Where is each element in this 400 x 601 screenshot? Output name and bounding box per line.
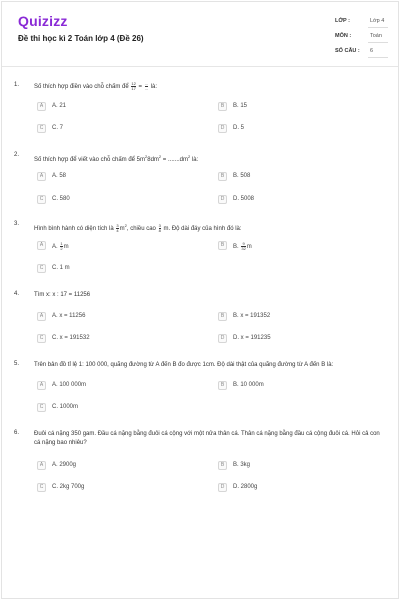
option-letter-badge: A <box>37 381 46 390</box>
option-letter-badge: B <box>218 102 227 111</box>
fraction-numerator: 3 <box>158 222 161 228</box>
fraction-denominator: 17 <box>131 86 136 91</box>
fraction-denominator: 8 <box>158 227 161 233</box>
option-text: A. x = 11256 <box>52 313 86 319</box>
meta-subject-key: MÔN : <box>335 33 352 39</box>
meta-count-row <box>335 48 393 60</box>
option-text <box>52 242 69 251</box>
option-letter-badge: C <box>37 334 46 343</box>
option-letter-badge: B <box>218 241 227 250</box>
option-letter-badge: A <box>37 241 46 250</box>
question-text <box>34 82 384 92</box>
fraction-denominator: 32 <box>241 246 246 251</box>
question-number: 5. <box>14 361 20 367</box>
fraction <box>145 82 148 91</box>
option-letter-badge: C <box>37 403 46 412</box>
question-number: 3. <box>14 221 20 227</box>
option-text: A. 2900g <box>52 462 77 468</box>
page-title: Đề thi học kì 2 Toán lớp 4 (Đề 26) <box>18 34 144 43</box>
fraction-denominator: 4 <box>116 227 119 233</box>
fraction-numerator: 9 <box>242 241 245 246</box>
option-text: C. 7 <box>52 125 64 131</box>
fraction <box>241 242 245 251</box>
option-text: D. 2800g <box>233 484 258 490</box>
fraction-denominator: ... <box>144 86 148 91</box>
option-letter-badge: A <box>37 312 46 321</box>
option-letter-badge: D <box>218 483 227 492</box>
superscript: 2 <box>145 154 148 159</box>
option-letter-badge: A <box>37 172 46 181</box>
option-text: B. 508 <box>233 173 251 179</box>
option-text: B. x = 191352 <box>233 313 271 319</box>
question-text <box>34 152 384 165</box>
option-letter-badge: A <box>37 461 46 470</box>
option-text: A. 100 000m <box>52 382 87 388</box>
meta-class-key: LỚP : <box>335 18 350 24</box>
option-text: C. x = 191532 <box>52 335 90 341</box>
option-letter-badge: B <box>218 312 227 321</box>
question-text-part: Hình bình hành có diện tích là <box>34 226 114 232</box>
meta-class-value: Lớp 4 <box>370 18 385 24</box>
option-text: B. 15 <box>233 103 248 109</box>
meta-subject-value: Toán <box>370 33 382 39</box>
option-letter-badge: D <box>218 124 227 133</box>
question-text: Trên bản đồ tỉ lệ 1: 100 000, quãng đường từ A đến B đo được 1cm. Độ dài thật của quãng đường từ A đến B là: <box>34 362 334 368</box>
option-text <box>233 242 252 251</box>
option-letter-badge: C <box>37 264 46 273</box>
question-text-part: 8dm <box>147 157 159 163</box>
question-text-part: Số thích hợp điền vào chỗ chấm để <box>34 84 129 91</box>
option-text: B. 3kg <box>233 462 251 468</box>
question-number: 1. <box>14 82 20 88</box>
question-number: 6. <box>14 430 20 436</box>
option-letter-badge: D <box>218 195 227 204</box>
question-number: 4. <box>14 291 20 297</box>
option-text-part: m <box>246 244 252 251</box>
meta-count-key: SỐ CÂU : <box>335 48 360 54</box>
option-letter-badge: B <box>218 381 227 390</box>
fraction <box>159 224 161 233</box>
option-letter-badge: D <box>218 334 227 343</box>
option-text: C. 1 m <box>52 265 70 271</box>
fraction-denominator: 2 <box>60 246 63 251</box>
question-text <box>34 221 384 234</box>
option-text: C. 1000m <box>52 404 79 410</box>
meta-divider <box>368 42 388 43</box>
fraction <box>60 242 62 251</box>
option-text-part: B. <box>233 244 239 251</box>
option-letter-badge: A <box>37 102 46 111</box>
question-text-part: , chiều cao <box>126 226 156 232</box>
worksheet-page <box>1 1 399 599</box>
question-text-part: m. Độ dài đáy của hình đó là: <box>163 226 242 232</box>
option-text: C. 2kg 700g <box>52 484 85 490</box>
question-text-part: là: <box>150 84 157 91</box>
option-text: D. x = 191235 <box>233 335 271 341</box>
question-text: Tìm x: x : 17 = 11256 <box>34 292 91 298</box>
option-letter-badge: B <box>218 461 227 470</box>
option-text-part: A. <box>52 244 58 251</box>
question-number: 2. <box>14 152 20 158</box>
equals-sign: = <box>136 84 144 91</box>
option-text-part: m <box>63 244 69 251</box>
option-text: B. 10 000m <box>233 382 264 388</box>
option-text: D. 5008 <box>233 196 255 202</box>
option-text: C. 580 <box>52 196 70 202</box>
option-letter-badge: B <box>218 172 227 181</box>
option-letter-badge: C <box>37 124 46 133</box>
worksheet-header <box>2 2 398 67</box>
quizizz-logo: Quizizz <box>18 13 68 29</box>
meta-subject-row <box>335 33 393 45</box>
meta-count-value: 6 <box>370 48 374 54</box>
fraction-numerator: 1 <box>60 241 63 246</box>
question-text: Đuôi cá nặng 350 gam. Đầu cá nặng bằng đuôi cá cộng với một nửa thân cá. Thân cá nặng bằng đầu cá cộng đuôi cá. Hỏi cả con cá nặng bao nhiêu? <box>34 431 380 446</box>
question-text-part: = .......dm <box>161 157 188 163</box>
meta-divider <box>368 27 388 28</box>
fraction-numerator: 12 <box>131 81 136 86</box>
question-text-part: Số thích hợp để viết vào chỗ chấm để 5m <box>34 157 145 163</box>
meta-divider <box>368 57 388 58</box>
question-text-part: m <box>119 226 125 232</box>
option-text: A. 21 <box>52 103 67 109</box>
superscript: 2 <box>124 223 127 228</box>
fraction-numerator: ... <box>144 81 148 86</box>
fraction <box>131 82 135 91</box>
superscript: 2 <box>187 154 191 159</box>
meta-class-row <box>335 18 393 30</box>
option-letter-badge: C <box>37 195 46 204</box>
fraction-numerator: 3 <box>116 222 119 228</box>
option-text: A. 58 <box>52 173 67 179</box>
option-text: D. 5 <box>233 125 245 131</box>
option-letter-badge: C <box>37 483 46 492</box>
superscript: 2 <box>158 154 162 159</box>
fraction <box>116 224 118 233</box>
question-text-part: là: <box>190 157 199 163</box>
